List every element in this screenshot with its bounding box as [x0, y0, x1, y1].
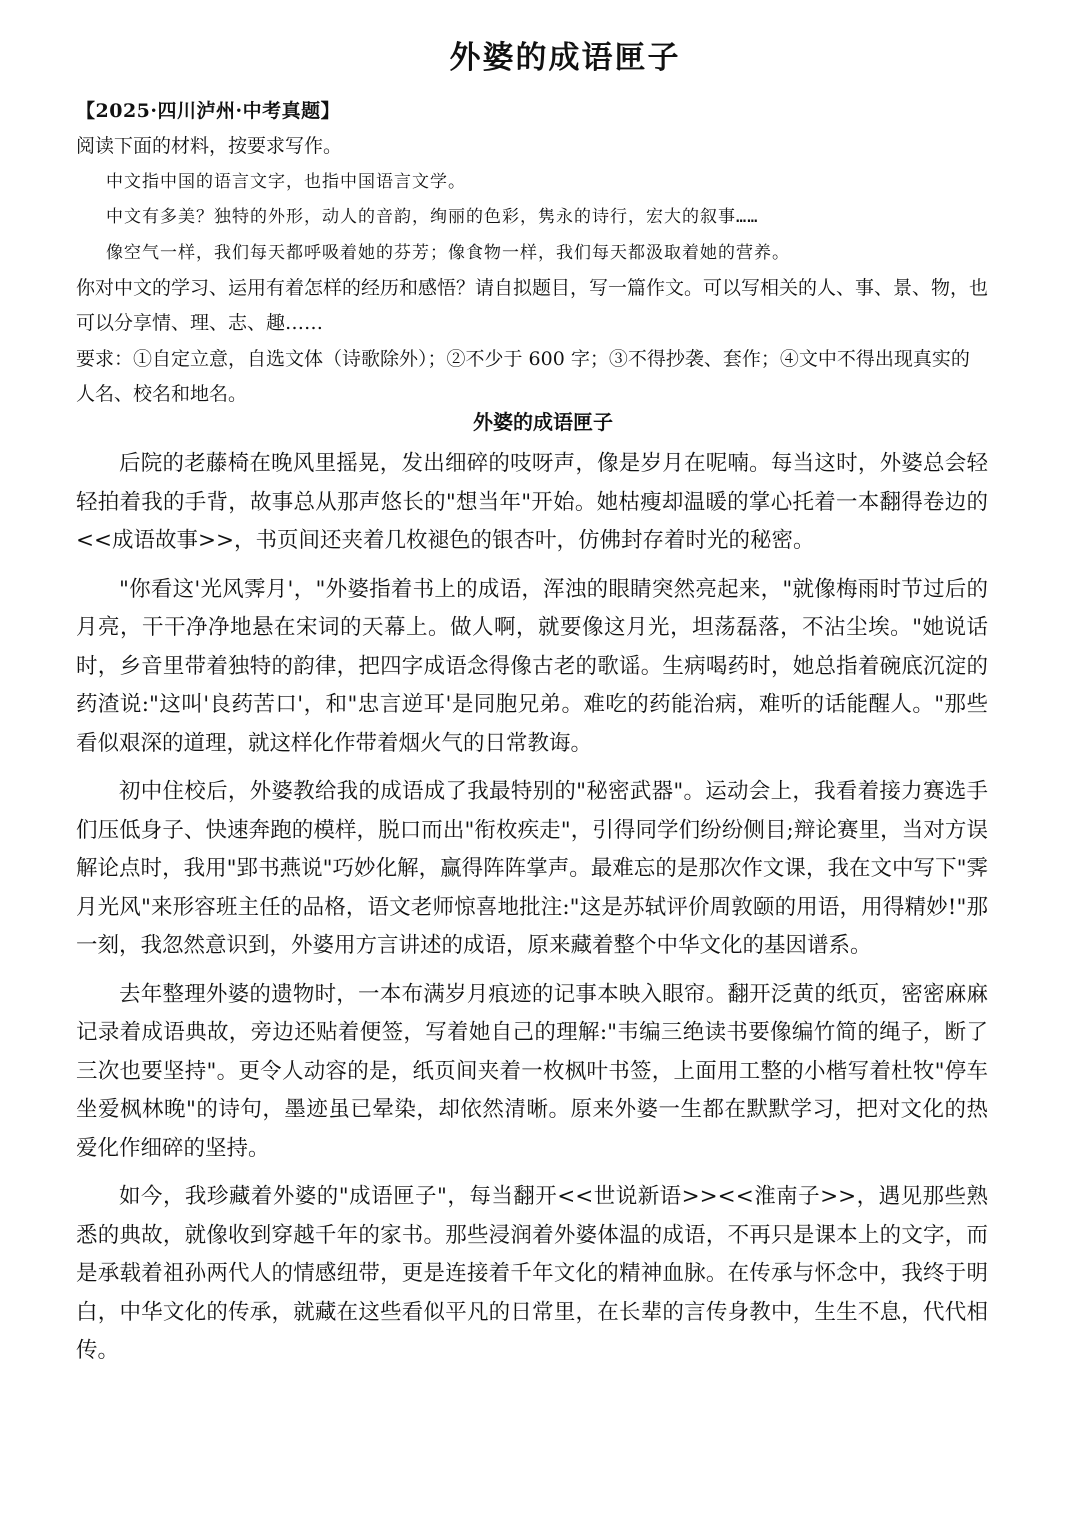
essay-paragraph: "你看这'光风霁月'，"外婆指着书上的成语，浑浊的眼睛突然亮起来，"就像梅雨时节过后的月亮，干干净净地悬在宋词的天幕上。做人啊，就要像这月光，坦荡磊落，不沾尘埃。"她说话时，乡音里带着独特的韵律，把四字成语念得像古老的歌谣。生病喝药时，她总指着碗底沉淀的药渣说:"这叫'良药苦口'，和"忠言逆耳'是同胞兄弟。难吃的药能治病，难听的话能醒人。"那些看似艰深的道理，就这样化作带着烟火气的日常教诲。 — [76, 576, 988, 756]
essay-paragraph: 如今，我珍藏着外婆的"成语匣子"，每当翻开<<世说新语>><<淮南子>>，遇见那些熟悉的典故，就像收到穿越千年的家书。那些浸润着外婆体温的成语，不再只是课本上的文字，而是承载着祖孙两代人的情感纽带，更是连接着千年文化的精神血脉。在传承与怀念中，我终于明白，中华文化的传承，就藏在这些看似平凡的日常里，在长辈的言传身教中，生生不息，代代相传。 — [76, 1184, 988, 1363]
document-title: 外婆的成语匣子 — [449, 40, 681, 76]
material-quote: 像空气一样，我们每天都呼吸着她的芬芳；像食物一样，我们每天都汲取着她的营养。 — [106, 242, 790, 263]
prompt-requirements: 要求：①自定立意，自选文体（诗歌除外）；②不少于 600 字；③不得抄袭、套作；④文中不得出现真实的人名、校名和地名。 — [76, 347, 970, 406]
essay-paragraph: 初中住校后，外婆教给我的成语成了我最特别的"秘密武器"。运动会上，我看着接力赛选手们压低身子、快速奔跑的模样，脱口而出"衔枚疾走"，引得同学们纷纷侧目;辩论赛里，当对方误解论点时，我用"郢书燕说"巧妙化解，赢得阵阵掌声。最难忘的是那次作文课，我在文中写下"霁月光风"来形容班主任的品格，语文老师惊喜地批注:"这是苏轼评价周敦颐的用语，用得精妙!"那一刻，我忽然意识到，外婆用方言讲述的成语，原来藏着整个中华文化的基因谱系。 — [76, 779, 988, 958]
essay-paragraph: 后院的老藤椅在晚风里摇晃，发出细碎的吱呀声，像是岁月在呢喃。每当这时，外婆总会轻轻拍着我的手背，故事总从那声悠长的"想当年"开始。她枯瘦却温暖的掌心托着一本翻得卷边的<<成语故事>>，书页间还夹着几枚褪色的银杏叶，仿佛封存着时光的秘密。 — [76, 451, 988, 553]
writing-prompt — [76, 94, 988, 413]
essay-title: 外婆的成语匣子 — [473, 410, 613, 434]
exam-source: 【2025·四川泸州·中考真题】 — [76, 100, 341, 122]
material-quote: 中文有多美？独特的外形，动人的音韵，绚丽的色彩，隽永的诗行，宏大的叙事…… — [106, 207, 759, 228]
prompt-task: 你对中文的学习、运用有着怎样的经历和感悟？请自拟题目，写一篇作文。可以写相关的人、事、景、物，也可以分享情、理、志、趣…… — [76, 277, 989, 335]
essay-paragraph: 去年整理外婆的遗物时，一本布满岁月痕迹的记事本映入眼帘。翻开泛黄的纸页，密密麻麻记录着成语典故，旁边还贴着便签，写着她自己的理解:"韦编三绝读书要像编竹简的绳子，断了三次也要坚持"。更令人动容的是，纸页间夹着一枚枫叶书签，上面用工整的小楷写着杜牧"停车坐爱枫林晚"的诗句，墨迹虽已晕染，却依然清晰。原来外婆一生都在默默学习，把对文化的热爱化作细碎的坚持。 — [76, 981, 988, 1161]
prompt-instruction: 阅读下面的材料，按要求写作。 — [76, 135, 343, 158]
essay-body — [76, 445, 988, 1381]
material-quote: 中文指中国的语言文字，也指中国语言文学。 — [106, 171, 466, 192]
